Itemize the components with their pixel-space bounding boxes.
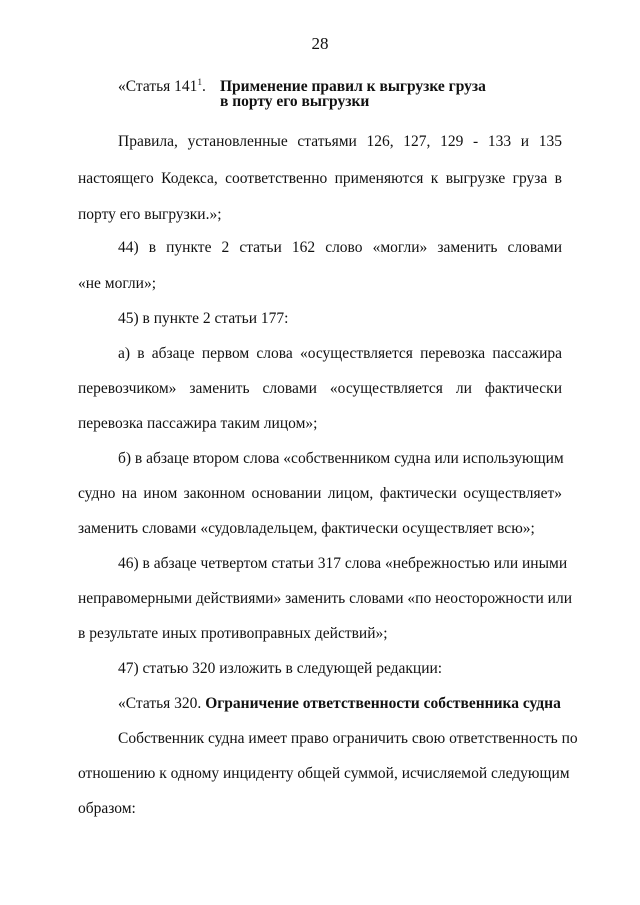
text-line: 44) в пункте 2 статьи 162 слово «могли» заменить словами	[118, 239, 562, 256]
text-line: отношению к одному инциденту общей суммой, исчисляемой следующим	[78, 765, 570, 782]
article-320-heading	[118, 694, 561, 714]
text-line: Собственник судна имеет право ограничить свою ответственность по	[118, 730, 578, 747]
article-title-line2: в порту его выгрузки	[220, 93, 370, 110]
text-line: б) в абзаце втором слова «собственником судна или использующим	[118, 450, 564, 467]
text-line: 45) в пункте 2 статьи 177:	[118, 310, 289, 327]
text-line: 47) статью 320 изложить в следующей редакции:	[118, 660, 443, 677]
text-line: перевозчиком» заменить словами «осуществляется ли фактически	[78, 380, 562, 397]
text-line: а) в абзаце первом слова «осуществляется перевозка пассажира	[118, 345, 562, 362]
text-line: порту его выгрузки.»;	[78, 206, 222, 223]
article-title-line1: Применение правил к выгрузке груза	[220, 78, 486, 96]
text-line: неправомерными действиями» заменить словами «по неосторожности или	[78, 590, 572, 607]
text-line: Правила, установленные статьями 126, 127, 129 - 133 и 135	[118, 133, 562, 150]
text-line: в результате иных противоправных действий»;	[78, 625, 388, 642]
article-label: «Статья $141^1$.	[118, 77, 206, 96]
article-141-heading	[118, 72, 486, 110]
text-line: судно на ином законном основании лицом, фактически осуществляет»	[78, 485, 562, 502]
page-number: 28	[311, 34, 329, 53]
superscript: 1	[197, 77, 202, 87]
article-320-label: «Статья 320.	[118, 695, 202, 712]
text-line: «не могли»;	[78, 275, 157, 292]
text-line: перевозка пассажира таким лицом»;	[78, 415, 318, 432]
text-line: заменить словами «судовладельцем, фактически осуществляет всю»;	[78, 520, 535, 537]
text-line: образом:	[78, 800, 136, 817]
text-line: 46) в абзаце четвертом статьи 317 слова «небрежностью или иными	[118, 555, 568, 572]
article-320-title: Ограничение ответственности собственника судна	[205, 695, 561, 712]
text-line: настоящего Кодекса, соответственно применяются к выгрузке груза в	[78, 170, 562, 187]
